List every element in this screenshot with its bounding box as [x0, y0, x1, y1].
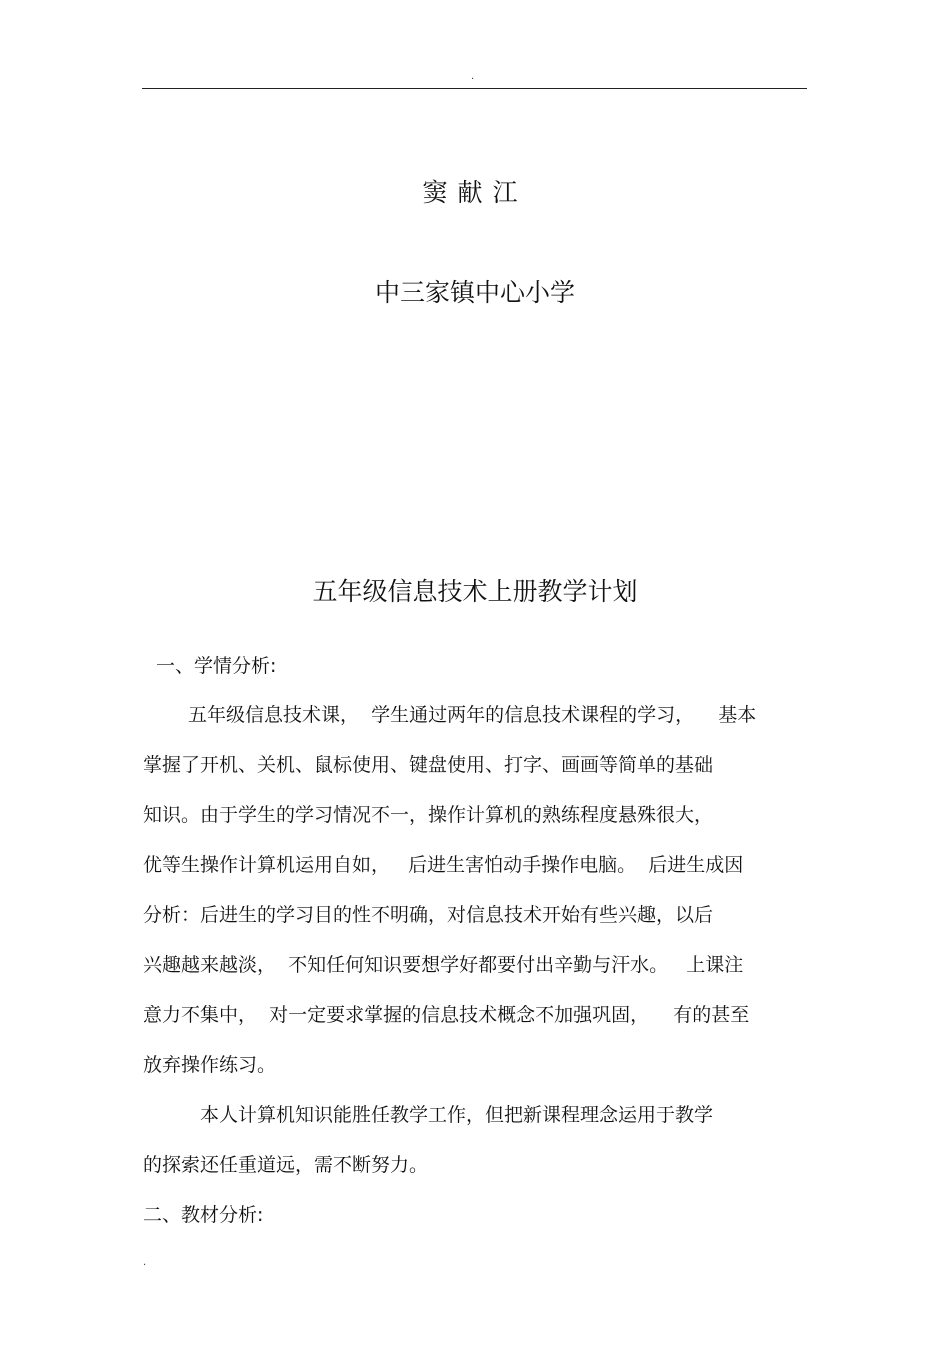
paragraph-1-line-2: 掌握了开机、关机、鼠标使用、键盘使用、打字、画画等简单的基础	[143, 754, 714, 776]
header-rule	[142, 88, 807, 89]
paragraph-1-line-8: 放弃操作练习。	[143, 1054, 277, 1076]
section-heading-2: 二、教材分析:	[143, 1204, 264, 1226]
paragraph-1-line-6: 兴趣越来越淡， 不知任何知识要想学好都要付出辛勤与汗水。 上课注	[143, 954, 744, 976]
paragraph-1-line-3: 知识。由于学生的学习情况不一，操作计算机的熟练程度悬殊很大，	[143, 804, 714, 826]
document-title: 五年级信息技术上册教学计划	[312, 577, 638, 606]
paragraph-2-line-2: 的探索还任重道远，需不断努力。	[143, 1154, 429, 1176]
header-marker: .	[471, 71, 475, 82]
paragraph-2-line-1: 本人计算机知识能胜任教学工作，但把新课程理念运用于教学	[200, 1104, 714, 1126]
paragraph-1-line-1: 五年级信息技术课， 学生通过两年的信息技术课程的学习， 基本	[188, 704, 757, 726]
school-name: 中三家镇中心小学	[374, 278, 575, 307]
paragraph-1-line-4: 优等生操作计算机运用自如， 后进生害怕动手操作电脑。 后进生成因	[143, 854, 744, 876]
section-heading-1: 一、学情分析:	[156, 655, 277, 677]
author-name: 窦献江	[422, 178, 528, 207]
paragraph-1-line-5: 分析：后进生的学习目的性不明确，对信息技术开始有些兴趣，以后	[143, 904, 714, 926]
paragraph-1-line-7: 意力不集中， 对一定要求掌握的信息技术概念不加强巩固， 有的甚至	[143, 1004, 750, 1026]
footer-marker: .	[143, 1257, 147, 1268]
